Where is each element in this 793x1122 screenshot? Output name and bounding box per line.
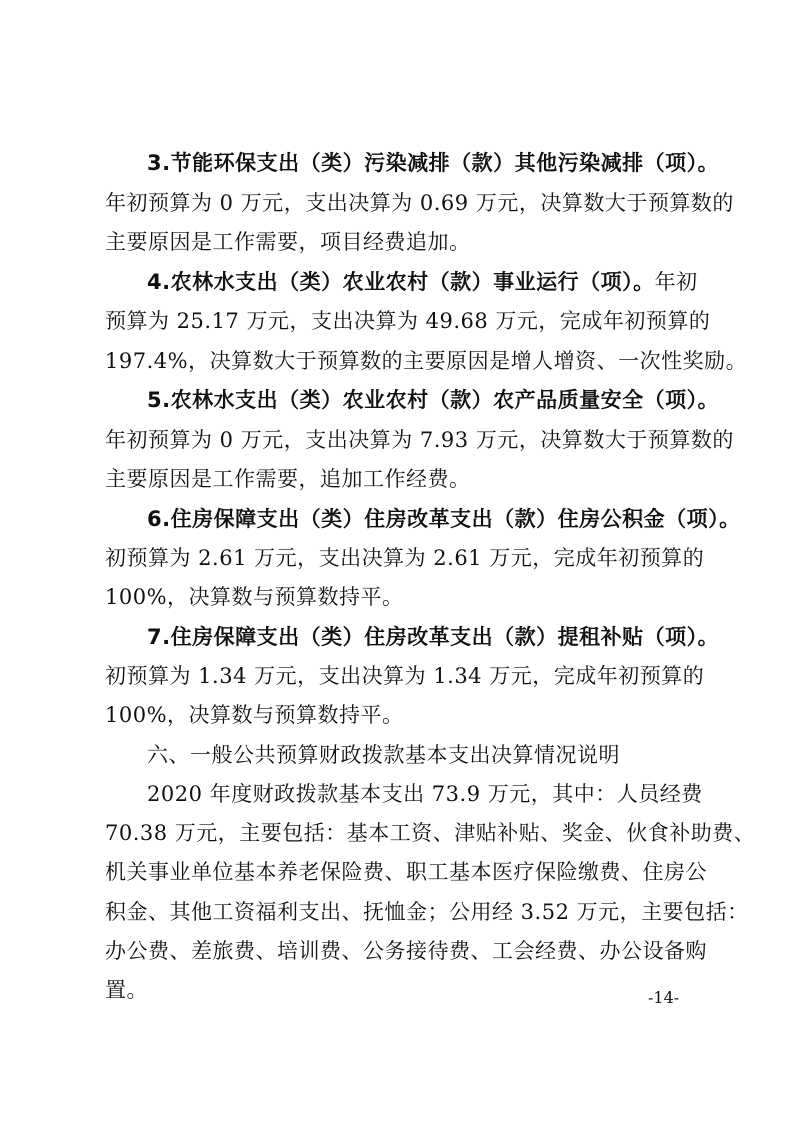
item-4-heading: 4.农林水支出（类）农业农村（款）事业运行（项）。 xyxy=(147,270,655,294)
section-6-line-1: 2020 年度财政拨款基本支出 73.9 万元，其中：人员经费 xyxy=(147,782,703,806)
section-6-line-2: 70.38 万元，主要包括：基本工资、津贴补贴、奖金、伙食补助费、 xyxy=(105,821,756,845)
section-6-line-4: 积金、其他工资福利支出、抚恤金；公用经 3.52 万元，主要包括： xyxy=(105,900,749,924)
item-3-line-1: 年初预算为 0 万元，支出决算为 0.69 万元，决算数大于预算数的 xyxy=(105,191,734,215)
page-number: -14- xyxy=(648,988,680,1007)
item-5-line-2: 主要原因是工作需要，追加工作经费。 xyxy=(105,467,471,491)
item-4-heading-tail: 年初 xyxy=(654,270,698,294)
item-7-line-1: 初预算为 1.34 万元，支出决算为 1.34 万元，完成年初预算的 xyxy=(105,664,705,688)
item-5-line-1: 年初预算为 0 万元，支出决算为 7.93 万元，决算数大于预算数的 xyxy=(105,428,734,452)
item-6-line-1: 初预算为 2.61 万元，支出决算为 2.61 万元，完成年初预算的 xyxy=(105,546,705,570)
section-6-line-5: 办公费、差旅费、培训费、公务接待费、工会经费、办公设备购 xyxy=(105,939,707,963)
section-6-line-3: 机关事业单位基本养老保险费、职工基本医疗保险缴费、住房公 xyxy=(105,860,707,884)
section-6-line-6: 置。 xyxy=(105,978,148,1002)
section-6-title: 六、一般公共预算财政拨款基本支出决算情况说明 xyxy=(147,743,620,767)
item-3-heading: 3.节能环保支出（类）污染减排（款）其他污染减排（项）。 xyxy=(147,151,720,175)
item-4-heading-line xyxy=(147,262,698,302)
item-3-line-2: 主要原因是工作需要，项目经费追加。 xyxy=(105,230,471,254)
item-4-line-2: 197.4%，决算数大于预算数的主要原因是增人增资、一次性奖励。 xyxy=(105,349,748,373)
item-6-line-2: 100%，决算数与预算数持平。 xyxy=(105,585,404,609)
item-4-line-1: 预算为 25.17 万元，支出决算为 49.68 万元，完成年初预算的 xyxy=(105,309,711,333)
item-7-line-2: 100%，决算数与预算数持平。 xyxy=(105,703,404,727)
item-6-heading: 6.住房保障支出（类）住房改革支出（款）住房公积金（项）。 xyxy=(147,507,741,531)
item-5-heading: 5.农林水支出（类）农业农村（款）农产品质量安全（项）。 xyxy=(147,388,720,412)
item-7-heading: 7.住房保障支出（类）住房改革支出（款）提租补贴（项）。 xyxy=(147,625,720,649)
